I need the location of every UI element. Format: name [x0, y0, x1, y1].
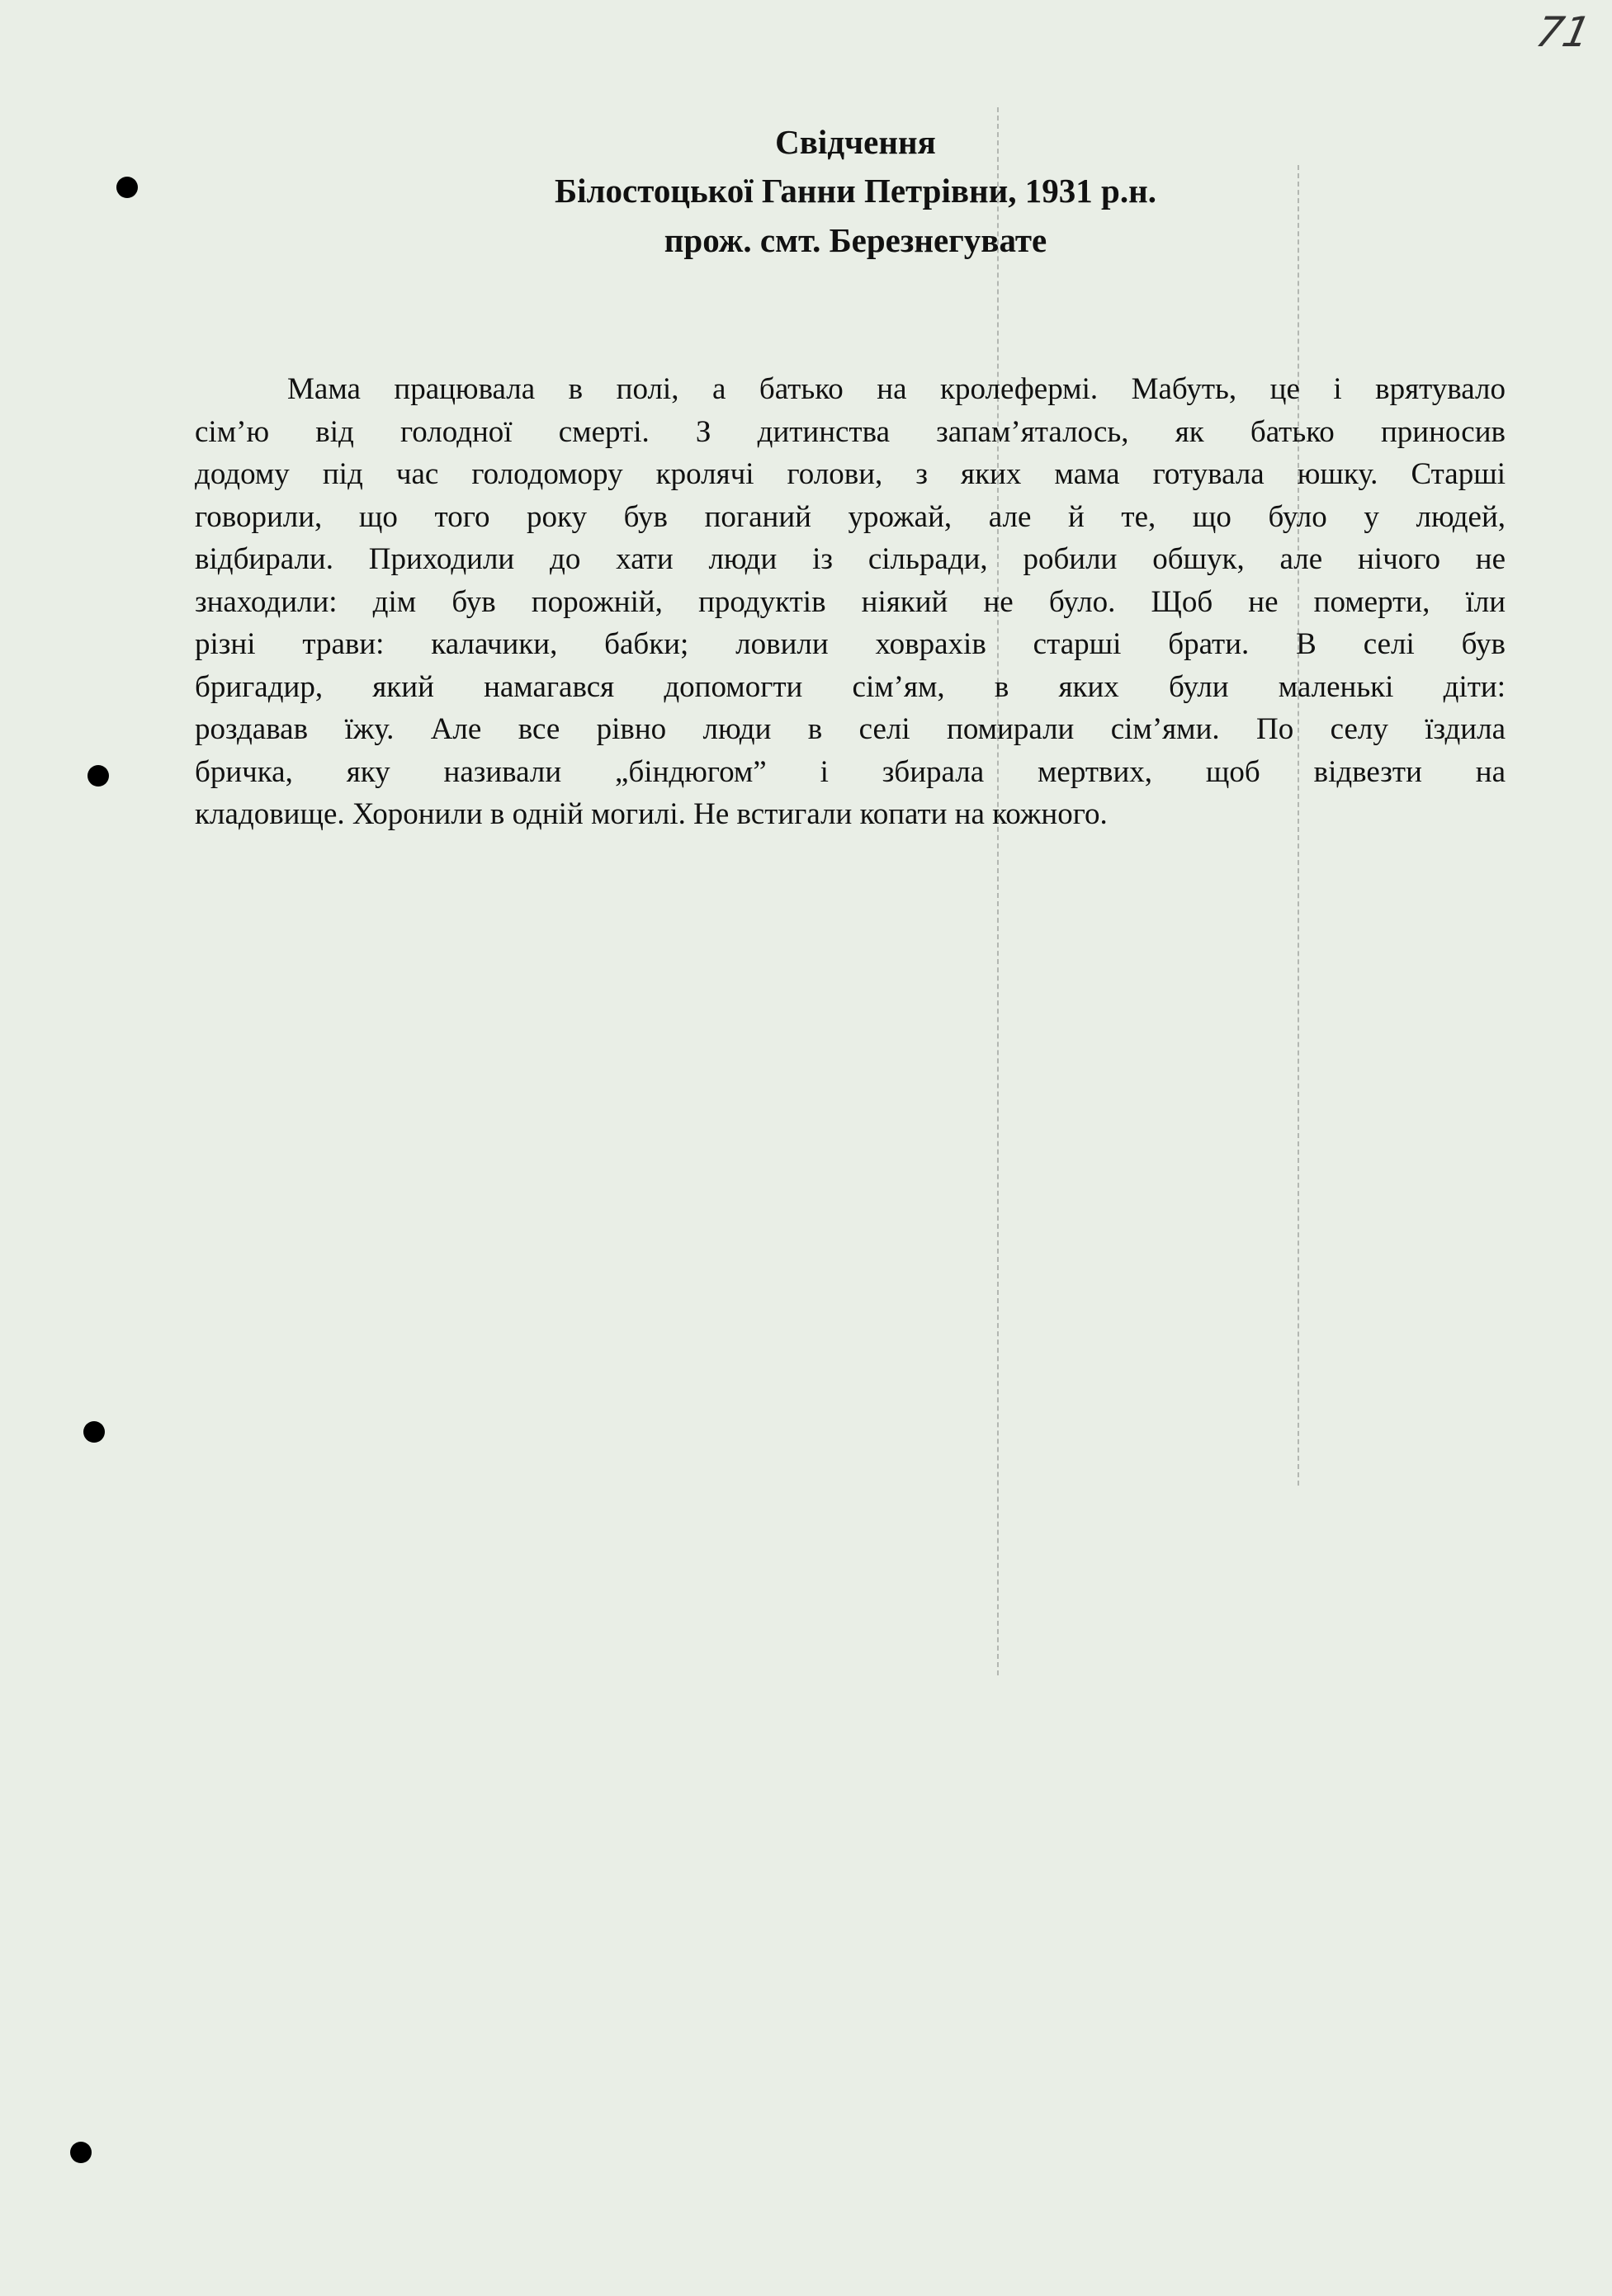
page-number: 71 — [1531, 8, 1595, 56]
text-line: говорили, що того року був поганий урожай, але й те, що було у людей, — [195, 499, 1506, 534]
document-title: Свідчення — [775, 123, 936, 161]
text-line: додому під час голодомору кролячі голови, з яких мама готувала юшку. Старші — [195, 457, 1506, 491]
witness-residence: прож. смт. Березнегувате — [664, 221, 1047, 259]
text-line: бричка, яку називали „біндюгом” і збирала мертвих, щоб відвезти на — [195, 754, 1506, 789]
punch-hole — [87, 765, 109, 787]
text-line: відбирали. Приходили до хати люди із сільради, робили обшук, але нічого не — [195, 542, 1506, 576]
witness-name: Білостоцької Ганни Петрівни, 1931 р.н. — [555, 172, 1156, 210]
testimony-text — [195, 368, 1506, 836]
text-line: сім’ю від голодної смерті. З дитинства запам’яталось, як батько приносив — [195, 414, 1506, 449]
text-line: Мама працювала в полі, а батько на кролефермі. Мабуть, це і врятувало — [287, 372, 1506, 406]
text-line: знаходили: дім був порожній, продуктів ніякий не було. Щоб не померти, їли — [195, 584, 1506, 619]
fold-line — [997, 107, 999, 1675]
text-line: бригадир, який намагався допомогти сім’ям, в яких були маленькі діти: — [195, 669, 1506, 704]
punch-hole — [83, 1421, 105, 1443]
text-line: кладовище. Хоронили в одній могилі. Не встигали копати на кожного. — [195, 797, 1108, 831]
punch-hole — [70, 2142, 92, 2163]
text-line: різні трави: калачики, бабки; ловили ховрахів старші брати. В селі був — [195, 627, 1506, 661]
text-line: роздавав їжу. Але все рівно люди в селі помирали сім’ями. По селу їздила — [195, 712, 1506, 746]
